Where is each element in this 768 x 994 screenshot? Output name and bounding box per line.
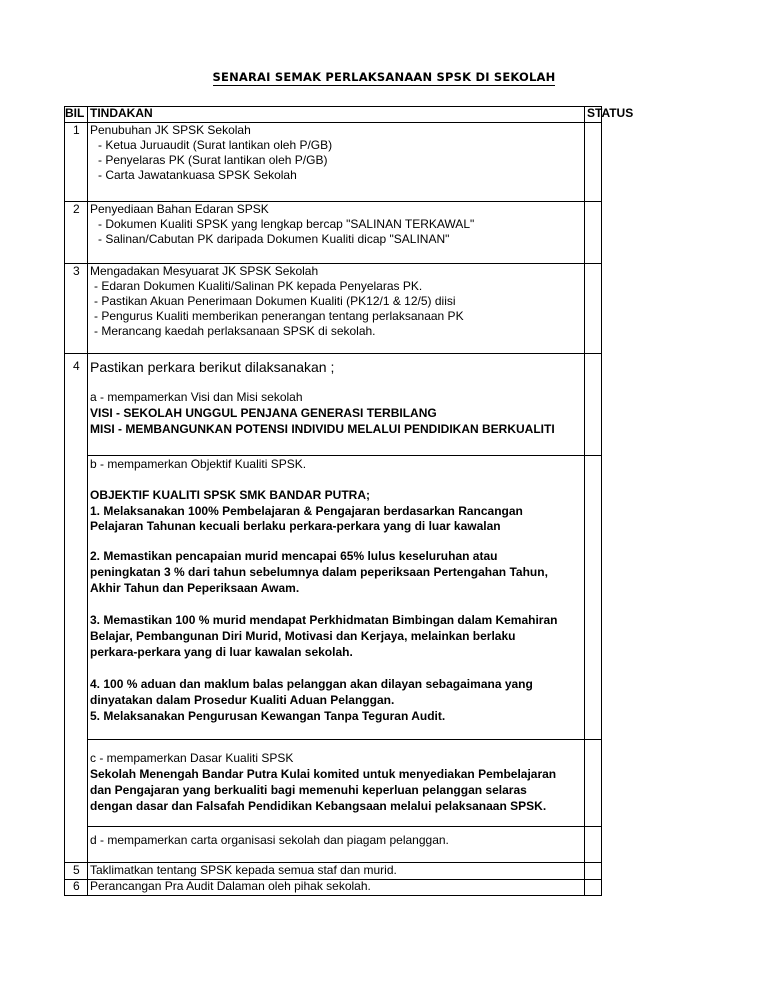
row5-number: 5 bbox=[73, 863, 80, 877]
row1-item: - Ketua Juruaudit (Surat lantikan oleh P/GB) bbox=[98, 138, 333, 152]
row2-number: 2 bbox=[73, 202, 80, 216]
dasar-line: dan Pengajaran yang berkualiti bagi memenuhi keperluan pelanggan selaras bbox=[90, 783, 527, 797]
row4-heading: Pastikan perkara berikut dilaksanakan ; bbox=[90, 359, 335, 375]
objective-line: peningkatan 3 % dari tahun sebelumnya dalam peperiksaan Pertengahan Tahun, bbox=[90, 565, 548, 579]
row4b-label: b - mempamerkan Objektif Kualiti SPSK. bbox=[90, 457, 307, 471]
visi-text: VISI - SEKOLAH UNGGUL PENJANA GENERASI TERBILANG bbox=[90, 406, 437, 420]
row3-item: - Pastikan Akuan Penerimaan Dokumen Kualiti (PK12/1 & 12/5) diisi bbox=[94, 294, 456, 308]
status-cell-row1[interactable] bbox=[586, 124, 600, 200]
row1-item: - Penyelaras PK (Surat lantikan oleh P/GB) bbox=[98, 153, 328, 167]
objective-line: Akhir Tahun dan Peperiksaan Awam. bbox=[90, 581, 300, 595]
row4d-label: d - mempamerkan carta organisasi sekolah dan piagam pelanggan. bbox=[90, 833, 449, 847]
misi-text: MISI - MEMBANGUNKAN POTENSI INDIVIDU MELALUI PENDIDIKAN BERKUALITI bbox=[90, 422, 555, 436]
header-bil: BIL bbox=[65, 106, 85, 120]
row4-divider-a bbox=[87, 455, 602, 456]
row3-item: - Edaran Dokumen Kualiti/Salinan PK kepada Penyelaras PK. bbox=[94, 279, 423, 293]
row3-number: 3 bbox=[73, 264, 80, 278]
checklist-table bbox=[64, 106, 634, 896]
document-title bbox=[0, 70, 768, 84]
row4-number: 4 bbox=[73, 359, 80, 373]
row4-divider-b bbox=[87, 739, 602, 740]
row3-item: - Pengurus Kualiti memberikan penerangan tentang perlaksanaan PK bbox=[94, 309, 464, 323]
status-cell-row4a[interactable] bbox=[586, 355, 600, 454]
table-border-bottom bbox=[64, 895, 602, 896]
row-divider-3 bbox=[64, 353, 602, 354]
status-cell-row5[interactable] bbox=[586, 864, 600, 878]
row4a-label: a - mempamerkan Visi dan Misi sekolah bbox=[90, 390, 303, 404]
document-title-text: SENARAI SEMAK PERLAKSANAAN SPSK DI SEKOLAH bbox=[212, 70, 556, 84]
row3-item: - Merancang kaedah perlaksanaan SPSK di sekolah. bbox=[94, 324, 376, 338]
header-status: STATUS bbox=[587, 106, 634, 120]
objective-title: OBJEKTIF KUALITI SPSK SMK BANDAR PUTRA; bbox=[90, 488, 371, 502]
row6-number: 6 bbox=[73, 879, 80, 893]
objective-line: dinyatakan dalam Prosedur Kualiti Aduan Pelanggan. bbox=[90, 693, 395, 707]
row2-item: - Salinan/Cabutan PK daripada Dokumen Kualiti dicap "SALINAN" bbox=[98, 232, 450, 246]
status-cell-row4b[interactable] bbox=[586, 457, 600, 738]
objective-line: Pelajaran Tahunan kecuali berlaku perkara-perkara yang di luar kawalan bbox=[90, 519, 501, 533]
objective-line: perkara-perkara yang di luar kawalan sekolah. bbox=[90, 645, 353, 659]
objective-line: 5. Melaksanakan Pengurusan Kewangan Tanpa Teguran Audit. bbox=[90, 709, 446, 723]
objective-line: Belajar, Pembangunan Diri Murid, Motivasi dan Kerjaya, melainkan berlaku bbox=[90, 629, 516, 643]
header-tindakan: TINDAKAN bbox=[90, 106, 153, 120]
status-cell-row4c[interactable] bbox=[586, 741, 600, 825]
row4-divider-c bbox=[87, 826, 602, 827]
objective-line: 3. Memastikan 100 % murid mendapat Perkhidmatan Bimbingan dalam Kemahiran bbox=[90, 613, 558, 627]
row1-heading: Penubuhan JK SPSK Sekolah bbox=[90, 123, 251, 137]
row3-heading: Mengadakan Mesyuarat JK SPSK Sekolah bbox=[90, 264, 319, 278]
column-divider-bil bbox=[87, 106, 88, 896]
row2-heading: Penyediaan Bahan Edaran SPSK bbox=[90, 202, 269, 216]
row5-heading: Taklimatkan tentang SPSK kepada semua staf dan murid. bbox=[90, 863, 397, 877]
table-border-left bbox=[64, 106, 65, 896]
dasar-line: dengan dasar dan Falsafah Pendidikan Kebangsaan melalui pelaksanaan SPSK. bbox=[90, 799, 547, 813]
row1-number: 1 bbox=[73, 123, 80, 137]
status-cell-row2[interactable] bbox=[586, 203, 600, 262]
row4c-label: c - mempamerkan Dasar Kualiti SPSK bbox=[90, 751, 294, 765]
status-cell-row3[interactable] bbox=[586, 265, 600, 352]
objective-line: 1. Melaksanakan 100% Pembelajaran & Pengajaran berdasarkan Rancangan bbox=[90, 504, 523, 518]
status-cell-row4d[interactable] bbox=[586, 828, 600, 861]
dasar-line: Sekolah Menengah Bandar Putra Kulai komited untuk menyediakan Pembelajaran bbox=[90, 767, 557, 781]
objective-line: 2. Memastikan pencapaian murid mencapai 65% lulus keseluruhan atau bbox=[90, 549, 498, 563]
row1-item: - Carta Jawatankuasa SPSK Sekolah bbox=[98, 168, 297, 182]
column-divider-status bbox=[584, 106, 585, 896]
table-border-right bbox=[601, 106, 602, 896]
row2-item: - Dokumen Kualiti SPSK yang lengkap bercap "SALINAN TERKAWAL" bbox=[98, 217, 475, 231]
objective-line: 4. 100 % aduan dan maklum balas pelanggan akan dilayan sebagaimana yang bbox=[90, 677, 533, 691]
row6-heading: Perancangan Pra Audit Dalaman oleh pihak sekolah. bbox=[90, 879, 371, 893]
status-cell-row6[interactable] bbox=[586, 881, 600, 894]
